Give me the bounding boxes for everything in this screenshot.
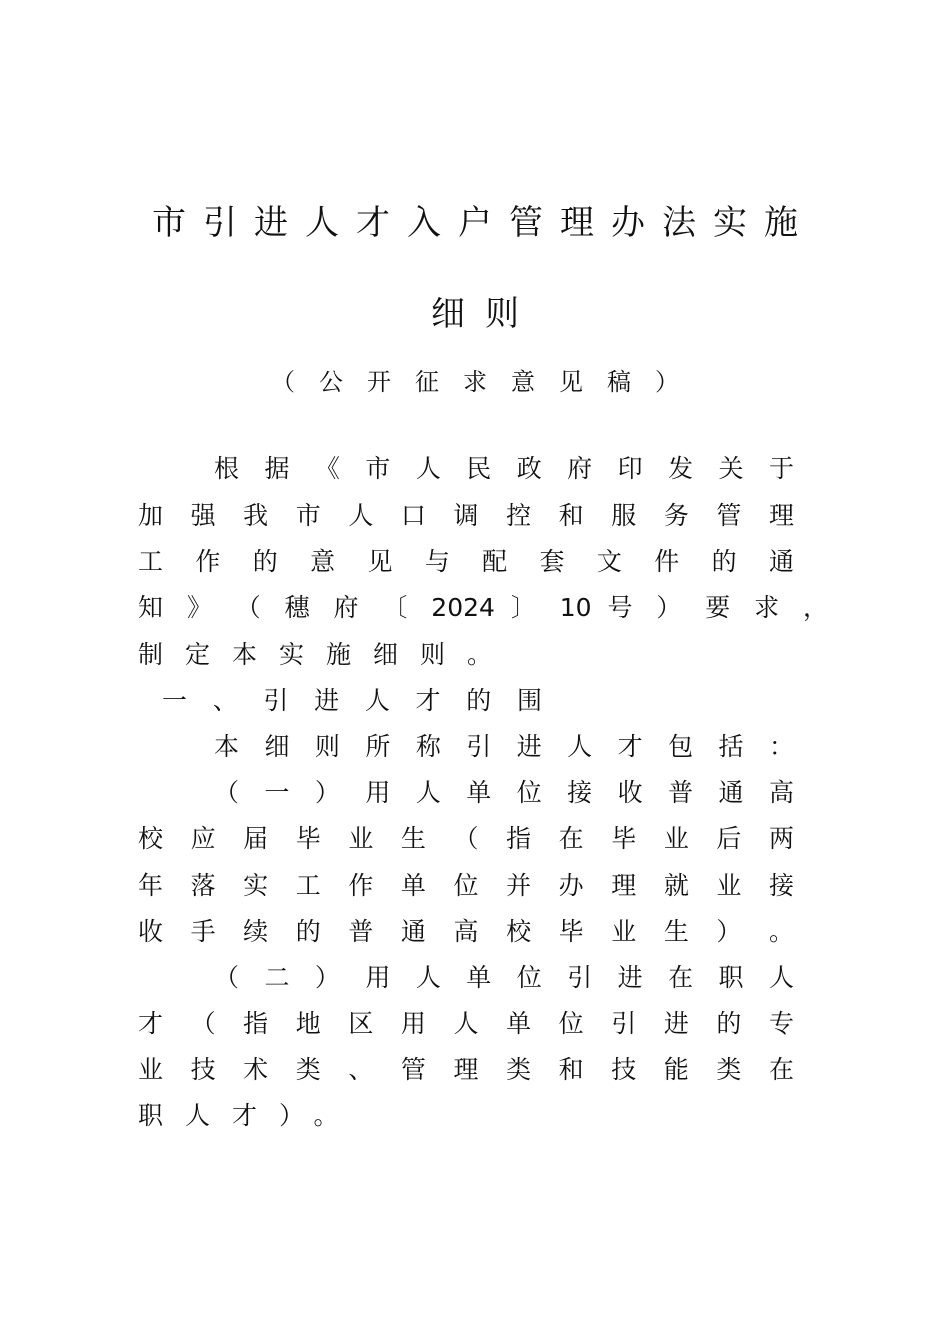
- section1-intro: 本 细 则 所 称 引 进 人 才 包 括 ：: [214, 732, 794, 761]
- document-title-line-2: 细则: [431, 294, 539, 334]
- paragraph1-line-5: 制定本实施细则。: [138, 640, 515, 669]
- item1-line-1: （ 一 ） 用 人 单 位 接 收 普 通 高: [214, 778, 794, 807]
- item1-line-3: 年 落 实 工 作 单 位 并 办 理 就 业 接: [138, 871, 794, 900]
- document-title-line-1: 市引进人才入户管理办法实施: [152, 203, 815, 243]
- item1-line-4: 收 手 续 的 普 通 高 校 毕 业 生 ） 。: [138, 917, 794, 946]
- section1-heading: 一 、 引 进 人 才 的 围: [162, 686, 542, 715]
- paragraph1-line-1: 根 据 《 市 人 民 政 府 印 发 关 于: [214, 454, 794, 483]
- item1-line-2: 校 应 届 毕 业 生 （ 指 在 毕 业 后 两: [138, 824, 794, 853]
- paragraph1-line-3: 工 作 的 意 见 与 配 套 文 件 的 通: [138, 547, 794, 576]
- document-subtitle: （公开征求意见稿）: [271, 368, 703, 396]
- item2-line-1: （ 二 ） 用 人 单 位 引 进 在 职 人: [214, 963, 794, 992]
- item2-line-3: 业 技 术 类 、 管 理 类 和 技 能 类 在: [138, 1055, 794, 1084]
- paragraph1-line-4: 知 》 （ 穗 府 〔 2024 〕 10 号 ） 要 求 ，: [138, 593, 828, 622]
- item2-line-4: 职人才）。: [138, 1101, 361, 1130]
- paragraph1-line-2: 加 强 我 市 人 口 调 控 和 服 务 管 理: [138, 501, 794, 530]
- item2-line-2: 才 （ 指 地 区 用 人 单 位 引 进 的 专: [138, 1009, 794, 1038]
